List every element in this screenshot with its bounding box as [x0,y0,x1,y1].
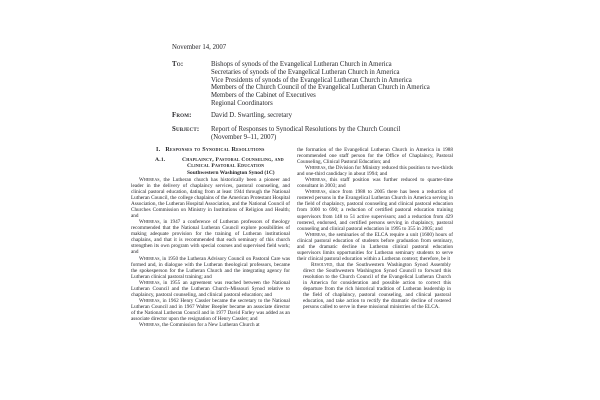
whereas-lead: Whereas, [139,322,161,329]
to-label: To: [172,61,184,68]
paragraph-text: in 1947 a conference of Lutheran professors of theology recommended that the National Lutheran Council explore possibilities of making adequate provision for the training of Lutheran institutional chaplains, and that it is recommended that each seminary of this church strengthen its own program with special courses and supervised field work; and [131,219,291,256]
item-number: A.1. [155,157,166,163]
whereas-lead: Whereas, [305,189,327,196]
memo-from-row [172,112,471,120]
from-value: David D. Swartling, secretary [211,112,292,119]
paragraph-text: the Division for Ministry reduced this position to two-thirds and one-third candidacy in about 1994; and [297,165,454,178]
recipient-line: Members of the Church Council of the Evangelical Lutheran Church in America [211,84,430,92]
whereas-paragraph [131,256,290,280]
continuation-paragraph: the formation of the Evangelical Lutheran Church in America in 1988 recommended one staff person for the Office of Chaplaincy, Pastoral Counseling, Clinical Pastoral Education; and [297,147,453,166]
subject-line-2: (November 9–11, 2007) [211,133,277,141]
whereas-paragraph [131,177,290,219]
document-body [131,147,453,328]
item-subtitle: Southwestern Washington Synod (1C) [187,169,275,176]
item-heading [131,157,290,170]
resolved-lead: Resolved, [311,261,334,268]
section-heading [131,147,290,154]
paragraph-text: the seminaries of the ELCA require a unit (1600) hours of clinical pastoral education of students before graduation from seminary, and the dramatic decline in Lutheran clinical pastoral education supervisors limits opportunities for Lutheran seminary students to serve their clinical pastoral education within a Lutheran context; therefore, be it [297,231,453,262]
section-title: Responses to Synodical Resolutions [165,147,265,153]
from-label: From: [172,112,192,119]
paragraph-text: since from 1988 to 2005 there has been a reduction of rostered persons in the Evangelical Lutheran Church in America serving in the field of chaplaincy, pastoral counseling and clinical pastoral education from 1000 to 690; a reduction of certified pastoral education training supervisors from 148 to 51 active supervisors; and a reduction from 429 rostered, endorsed, and certified persons serving in chaplaincy, pastoral counseling and clinical pastoral education in 1995 to 355 in 2005; and [297,189,453,232]
subject-line-1: Report of Responses to Synodical Resolutions by the Church Council [211,126,401,133]
memo-to-row [172,61,471,108]
recipient-line: Members of the Cabinet of Executives [211,92,316,100]
whereas-paragraph [297,232,453,262]
to-recipient-list [211,61,471,108]
paragraph-text: in 1955 an agreement was reached between the National Lutheran Council and the Lutheran Church–Missouri Synod relative to chaplaincy, pastoral counseling, and clinical pastoral education; and [131,279,291,298]
paragraph-text: the Commission for a New Lutheran Church at [162,322,260,329]
paragraph-text: that the Southwestern Washington Synod Assembly direct the Southwestern Washington Synod Council to forward this resolution to the Church Council of the Evangelical Lutheran Church in America for consideration and possible action to correct this departure from the rich historical tradition of Lutheran leadership in the field of chaplaincy, pastoral counseling, and clinical pastoral education, and take action to rectify the dramatic decline of rostered persons called to serve in these missional ministries of the ELCA. [303,261,452,311]
left-column [131,147,290,328]
paragraph-text: this staff position was further reduced to quarter-time consultant in 2003; and [297,177,453,190]
recipient-line: Regional Coordinators [211,99,273,107]
whereas-lead: Whereas, [139,297,161,304]
whereas-paragraph [131,280,290,298]
paragraph-text: the Lutheran church has historically been a pioneer and leader in the delivery of chaplaincy services, pastoral counseling, and clinical pastoral education, dating from at least 1944 through the National Lutheran Council, the college chaplains of the American Protestant Hospital Association, the Lutheran Hospital Association, and the National Council of Churches Commission on Ministry in Institutions of Religion and Health; and [131,176,290,220]
subject-value [211,126,471,142]
whereas-lead: Whereas, [139,279,161,286]
whereas-lead: Whereas, [305,165,327,172]
whereas-paragraph [131,219,290,255]
whereas-paragraph [297,177,453,189]
recipient-line: Secretaries of synods of the Evangelical Lutheran Church in America [211,68,400,76]
whereas-lead: Whereas, [139,255,161,262]
whereas-paragraph [131,298,290,322]
whereas-lead: Whereas, [139,176,161,183]
subject-label: Subject: [172,126,200,133]
whereas-lead: Whereas, [305,231,327,238]
whereas-paragraph [297,165,453,177]
memo-date: November 14, 2007 [172,44,227,51]
whereas-paragraph [131,322,290,328]
section-number: I. [156,147,161,153]
whereas-lead: Whereas, [139,219,161,226]
right-column [297,147,453,328]
item-title: Chaplaincy, Pastoral Counseling, and Clinical Pastoral Education [182,157,284,170]
resolved-paragraph [303,262,451,310]
recipient-line: Vice Presidents of synods of the Evangelical Lutheran Church in America [211,76,412,84]
whereas-paragraph [297,189,453,231]
paragraph-text: in 1962 Henry Cassler became the secretary to the National Lutheran Council and in 1967 Walter Boepler became an associate director of the National Lutheran Council and in 1977 David Farley was added as an associate director upon the resignation of Henry Cassler; and [131,297,290,322]
memo-subject-row [172,126,471,142]
whereas-lead: Whereas, [305,177,327,184]
recipient-line: Bishops of synods of the Evangelical Lutheran Church in America [211,61,392,68]
paragraph-text: in 1950 the Lutheran Advisory Council on Pastoral Care was formed and, in dialogue with the Lutheran theological professors, became the spokesperson for the Lutheran Church and the integrating agency for Lutheran clinical pastoral training; and [131,255,291,280]
